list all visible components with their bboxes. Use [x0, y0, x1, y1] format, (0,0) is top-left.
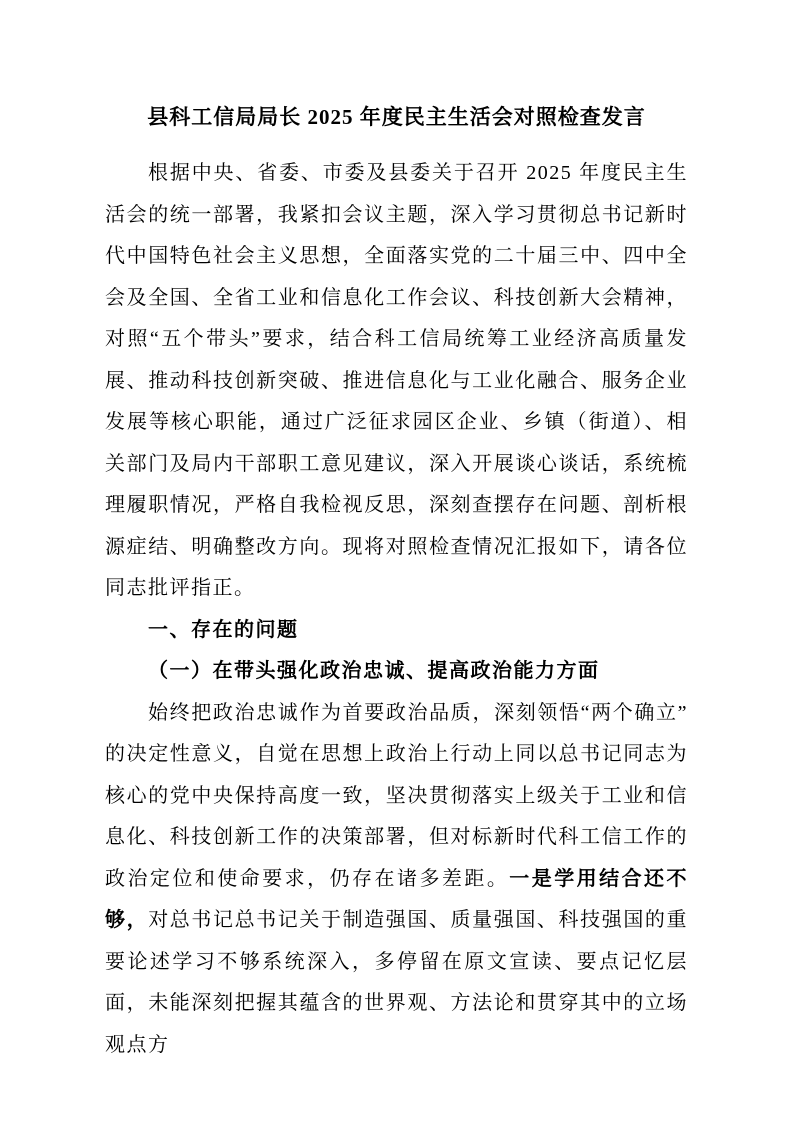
paragraph: [105, 693, 688, 1067]
text-run: 对总书记总书记关于制造强国、质量强国、科技强国的重要论述学习不够系统深入，多停留在原文宣读、要点记忆层面，未能深刻把握其蕴含的世界观、方法论和贯穿其中的立场观点方: [105, 909, 689, 1056]
bold-text-run: 一是学用结合还不够，: [105, 867, 689, 931]
bold-text-run: 一、存在的问题: [148, 618, 299, 641]
bold-text-run: （一）在带头强化政治忠诚、提高政治能力方面: [148, 660, 600, 682]
document-title: 县科工信局局长 2025 年度民主生活会对照检查发言: [147, 105, 646, 129]
paragraph: [105, 153, 688, 610]
text-run: 始终把政治忠诚作为首要政治品质，深刻领悟“两个确立”的决定性意义，自觉在思想上政治上行动上同以总书记同志为核心的党中央保持高度一致，坚决贯彻落实上级关于工业和信息化、科技创新工作的决策部署，但对标新时代科工信工作的政治定位和使命要求，仍存在诸多差距。: [105, 701, 688, 890]
section-heading: [105, 610, 688, 652]
section-heading: [105, 651, 688, 693]
text-run: 根据中央、省委、市委及县委关于召开 2025 年度民主生活会的统一部署，我紧扣会议主题，深入学习贯彻总书记新时代中国特色社会主义思想，全面落实党的二十届三中、四中全会及全国、全省工业和信息化工作会议、科技创新大会精神，对照“五个带头”要求，结合科工信局统筹工业经济高质量发展、推动科技创新突破、推进信息化与工业化融合、服务企业发展等核心职能，通过广泛征求园区企业、乡镇（街道）、相关部门及局内干部职工意见建议，深入开展谈心谈话，系统梳理履职情况，严格自我检视反思，深刻查摆存在问题、剖析根源症结、明确整改方向。现将对照检查情况汇报如下，请各位同志批评指正。: [105, 162, 688, 599]
document-body: [105, 153, 688, 1066]
